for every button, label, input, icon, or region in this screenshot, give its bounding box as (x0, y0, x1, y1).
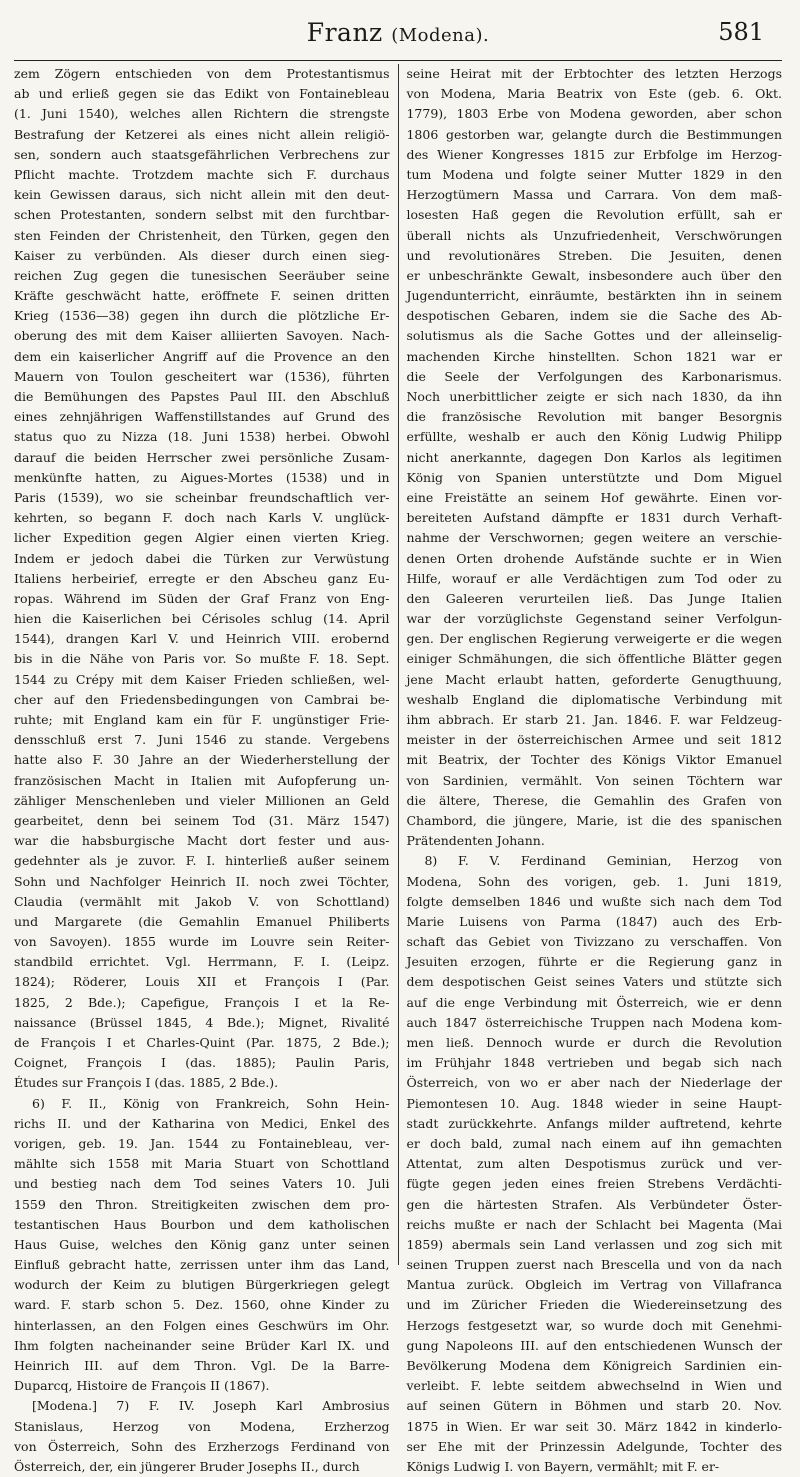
text-line: Krieg (1536—38) gegen ihn durch die plötzliche Er- (14, 308, 390, 324)
text-line: Sohn und Nachfolger Heinrich II. noch zwei Töchter, (14, 873, 390, 889)
text-line: auch 1847 österreichische Truppen nach Modena kom- (406, 1014, 782, 1030)
text-line: und im Züricher Frieden die Wiedereinsetzung des (406, 1297, 782, 1313)
text-line: im Frühjahr 1848 vertrieben und begab sich nach (406, 1055, 782, 1071)
text-line: verleibt. F. lebte seitdem abwechselnd in Wien und (406, 1378, 782, 1394)
text-line: reichen Zug gegen die tunesischen Seeräuber seine (14, 267, 390, 283)
text-line: zähliger Menschenleben und vieler Millionen an Geld (14, 792, 390, 808)
text-line: die ältere, Therese, die Gemahlin des Grafen von (406, 792, 782, 808)
text-line: ser Ehe mit der Prinzessin Adelgunde, Tochter des (406, 1438, 782, 1454)
text-line: kehrten, so begann F. doch nach Karls V. unglück- (14, 510, 390, 526)
running-head (14, 18, 782, 47)
text-line: Bestrafung der Ketzerei als eines nicht allein religiö- (14, 126, 390, 142)
text-line: machenden Kirche hinstellten. Schon 1821 war er (406, 348, 782, 364)
text-line: despotischen Gebaren, indem sie die Sache des Ab- (406, 308, 782, 324)
text-line: Heinrich III. auf dem Thron. Vgl. De la Barre- (14, 1358, 390, 1373)
text-line: hinterlassen, an den Folgen eines Geschwürs im Ohr. (14, 1317, 390, 1333)
text-columns (14, 64, 782, 1474)
text-line: König von Spanien unterstützte und Dom Miguel (406, 469, 782, 485)
text-line: 6) F. II., König von Frankreich, Sohn Hein- (32, 1095, 390, 1111)
left-column (14, 64, 390, 1474)
text-line: Jesuiten erzogen, führte er die Regierung ganz in (406, 954, 782, 970)
text-line: Indem er jedoch dabei die Türken zur Verwüstung (14, 550, 390, 566)
text-line: war der vorzüglichste Gegenstand seiner Verfolgun- (406, 611, 782, 627)
text-line: solutismus als die Sache Gottes und der alleinselig- (406, 328, 782, 344)
paragraph (14, 1094, 390, 1397)
column-divider (398, 64, 399, 1265)
text-line: Mantua zurück. Obgleich im Vertrag von Villafranca (406, 1277, 782, 1293)
text-line: überall nichts als Unzufriedenheit, Verschwörungen (406, 227, 782, 243)
text-line: die Bemühungen des Papstes Paul III. den Abschluß (14, 389, 390, 404)
text-line: Prätendenten Johann. (406, 833, 545, 849)
text-line: eines zehnjährigen Waffenstillstandes auf Grund des (14, 409, 390, 425)
text-line: Königs Ludwig I. von Bayern, vermählt; mit F. er- (406, 1458, 720, 1474)
text-line: gen. Der englischen Regierung verweigerte er die wegen (406, 631, 782, 647)
text-line: meister in der österreichischen Armee und seit 1812 (406, 732, 782, 748)
text-line: gen die härtesten Strafen. Als Verbündeter Öster- (406, 1196, 782, 1212)
text-line: Attentat, zum alten Despotismus zurück und ver- (406, 1156, 782, 1172)
text-line: den Galeeren verurteilen ließ. Das Junge Italien (406, 590, 782, 606)
text-line: ward. F. starb schon 5. Dez. 1560, ohne Kinder zu (14, 1297, 390, 1313)
text-line: menkünfte hatten, zu Aigues-Mortes (1538) und in (14, 469, 390, 485)
text-line: wodurch der Keim zu blutigen Bürgerkriegen gelegt (14, 1277, 390, 1293)
text-line: die Seele der Verfolgungen des Karbonarismus. (406, 368, 782, 384)
text-line: status quo zu Nizza (18. Juni 1538) herbei. Obwohl (14, 429, 390, 445)
text-line: Duparcq, Histoire de François II (1867). (14, 1378, 270, 1394)
text-line: Herzogtümern Massa und Carrara. Von dem maß- (406, 187, 782, 203)
text-line: standbild errichtet. Vgl. Herrmann, F. I. (Leipz. (14, 954, 390, 970)
text-line: seinen Truppen zuerst nach Brescella und von da nach (406, 1257, 782, 1273)
text-line: Einfluß gebracht hatte, zerrissen unter ihm das Land, (14, 1257, 390, 1273)
text-line: Pflicht machte. Trotzdem machte sich F. durchaus (14, 166, 390, 182)
text-line: kein Gewissen daraus, sich nicht allein mit den deut- (14, 187, 390, 203)
text-line: 1875 in Wien. Er war seit 30. März 1842 in kinderlo- (406, 1418, 782, 1434)
text-line: erfüllte, weshalb er auch den König Ludwig Philipp (406, 429, 782, 445)
text-line: 1824); Röderer, Louis XII et François I (Par. (14, 974, 390, 990)
text-line: 1825, 2 Bde.); Capefigue, François I et la Re- (14, 994, 390, 1010)
text-line: und revolutionäres Streben. Die Jesuiten, denen (406, 247, 782, 263)
text-line: und bestieg nach dem Tod seines Vaters 10. Juli (14, 1176, 390, 1192)
text-line: dem ein kaiserlicher Angriff auf die Provence an den (14, 348, 390, 364)
text-line: sen, sondern auch staatsgefährlichen Verbrechens zur (14, 146, 390, 162)
text-line: nicht anerkannte, dagegen Don Karlos als legitimen (406, 449, 782, 465)
text-line: ihm abbrach. Er starb 21. Jan. 1846. F. war Feldzeug- (406, 712, 782, 727)
text-line: zem Zögern entschieden von dem Protestantismus (14, 66, 390, 81)
text-line: er unbeschränkte Gewalt, insbesondere auch über den (406, 267, 782, 283)
text-line: 1859) abermals sein Land verlassen und zog sich mit (406, 1236, 782, 1252)
text-line: Coignet, François I (das. 1885); Paulin Paris, (14, 1055, 390, 1071)
text-line: dem despotischen Geist seines Vaters und stützte sich (406, 974, 782, 990)
text-line: Noch unerbittlicher zeigte er sich nach 1830, da ihn (406, 389, 782, 404)
text-line: densschluß erst 7. Juni 1546 zu stande. Vergebens (14, 732, 390, 748)
text-line: weshalb England die diplomatische Verbindung mit (406, 691, 782, 707)
right-column (406, 64, 782, 1474)
text-line: fügte gegen jeden eines freien Strebens Verdächti- (406, 1176, 782, 1192)
text-line: Modena, Sohn des vorigen, geb. 1. Juni 1819, (406, 873, 782, 889)
text-line: von Modena, Maria Beatrix von Este (geb. 6. Okt. (406, 86, 782, 102)
text-line: 1779), 1803 Erbe von Modena geworden, aber schon (406, 106, 782, 122)
text-line: bis in die Nähe von Paris vor. So mußte F. 18. Sept. (14, 651, 390, 667)
text-line: Österreich, von wo er aber nach der Niederlage der (406, 1075, 782, 1091)
text-line: Paris (1539), wo sie scheinbar freundschaftlich ver- (14, 489, 390, 505)
text-line: cher auf den Friedensbedingungen von Cambrai be- (14, 691, 390, 707)
text-line: von Sardinien, vermählt. Von seinen Töchtern war (406, 772, 782, 788)
text-line: darauf die beiden Herrscher zwei persönliche Zusam- (14, 449, 390, 465)
text-line: 1544 zu Crépy mit dem Kaiser Frieden schließen, wel- (14, 671, 390, 687)
text-line: eine Freistätte an seinem Hof gewährte. Einen vor- (406, 489, 782, 505)
text-line: Haus Guise, welches den König ganz unter seinen (14, 1236, 390, 1252)
text-line: gearbeitet, denn bei seinem Tod (31. März 1547) (14, 812, 390, 828)
text-line: reichs mußte er nach der Schlacht bei Magenta (Mai (406, 1216, 782, 1232)
paragraph (14, 1396, 390, 1477)
text-line: nahme der Verschwornen; gegen weitere an verschie- (406, 530, 782, 546)
text-line: losesten Haß gegen die Revolution erfüllt, sah er (406, 207, 782, 223)
text-line: folgte demselben 1846 und wußte sich nach dem Tod (406, 893, 782, 909)
text-line: tum Modena und folgte seiner Mutter 1829 in den (406, 166, 782, 182)
text-line: testantischen Haus Bourbon und dem katholischen (14, 1216, 390, 1232)
text-line: hien die Kaiserlichen bei Cérisoles schlug (14. April (14, 611, 390, 627)
text-line: denen Orten drohende Aufstände suchte er in Wien (406, 550, 782, 566)
text-line: schaft das Gebiet von Tivizzano zu verschaffen. Von (406, 934, 782, 950)
text-line: Italiens herbeirief, erregte er den Abscheu ganz Eu- (14, 570, 390, 586)
text-line: jene Macht erlaubt hatten, geforderte Genugthuung, (406, 671, 782, 687)
text-line: bereiteten Aufstand dämpfte er 1831 durch Verhaft- (406, 510, 782, 526)
running-head-title: Franz (306, 18, 383, 47)
text-line: einiger Schmähungen, die sich öffentliche Blätter gegen (406, 651, 782, 667)
text-line: von Österreich, Sohn des Erzherzogs Ferdinand von (14, 1438, 390, 1454)
text-line: er doch bald, zumal nach einem auf ihn gemachten (406, 1135, 782, 1151)
text-line: gung Napoleons III. auf den entschiedenen Wunsch der (406, 1337, 782, 1353)
text-line: französischen Macht in Italien mit Aufopferung un- (14, 772, 390, 788)
text-line: war die habsburgische Macht dort fester und aus- (14, 833, 390, 849)
text-line: Études sur François I (das. 1885, 2 Bde.). (14, 1075, 279, 1091)
text-line: auf seinen Gütern in Böhmen und starb 20. Nov. (406, 1398, 782, 1414)
page-header (14, 0, 782, 60)
text-line: licher Expedition gegen Algier einen vierten Krieg. (14, 530, 390, 546)
text-line: mit Beatrix, der Tochter des Königs Viktor Emanuel (406, 752, 782, 768)
text-line: ab und erließ gegen sie das Edikt von Fontainebleau (14, 86, 390, 102)
text-line: Hilfe, worauf er alle Verdächtigen zum Tod oder zu (406, 570, 782, 586)
text-line: mählte sich 1558 mit Maria Stuart von Schottland (14, 1156, 390, 1172)
header-rule (14, 60, 782, 61)
text-line: 1806 gestorben war, gelangte durch die Bestimmungen (406, 126, 782, 142)
text-line: ruhte; mit England kam ein für F. ungünstiger Frie- (14, 712, 390, 727)
paragraph (406, 64, 782, 851)
text-line: Herzogs festgesetzt war, so wurde doch mit Genehmi- (406, 1317, 782, 1333)
paragraph (406, 851, 782, 1477)
text-line: richs II. und der Katharina von Medici, Enkel des (14, 1115, 390, 1131)
text-line: Chambord, die jüngere, Marie, ist die des spanischen (406, 812, 782, 828)
text-line: Österreich, der, ein jüngerer Bruder Josephs II., durch (14, 1458, 360, 1474)
text-line: Claudia (vermählt mit Jakob V. von Schottland) (14, 893, 390, 909)
running-head-subtitle: (Modena). (391, 25, 490, 46)
text-line: sten Feinden der Christenheit, den Türken, gegen den (14, 227, 390, 243)
text-line: 8) F. V. Ferdinand Geminian, Herzog von (424, 853, 782, 869)
text-line: oberung des mit dem Kaiser alliierten Savoyen. Nach- (14, 328, 390, 344)
page-number: 581 (718, 18, 764, 46)
text-line: Stanislaus, Herzog von Modena, Erzherzog (14, 1418, 390, 1434)
text-line: seine Heirat mit der Erbtochter des letzten Herzogs (406, 66, 782, 81)
text-line: [Modena.] 7) F. IV. Joseph Karl Ambrosius (32, 1398, 390, 1414)
text-line: von Savoyen). 1855 wurde im Louvre sein Reiter- (14, 934, 390, 950)
text-line: vorigen, geb. 19. Jan. 1544 zu Fontainebleau, ver- (14, 1135, 390, 1151)
text-line: des Wiener Kongresses 1815 zur Erbfolge im Herzog- (406, 146, 782, 162)
text-line: (1. Juni 1540), welches allen Richtern die strengste (14, 106, 390, 122)
text-line: die französische Revolution mit banger Besorgnis (406, 409, 782, 425)
text-line: Kaiser zu verbünden. Als dieser durch einen sieg- (14, 247, 390, 263)
text-line: Mauern von Toulon gescheitert war (1536), führten (14, 368, 390, 384)
text-line: stadt zurückkehrte. Anfangs milder auftretend, kehrte (406, 1115, 782, 1131)
text-line: 1544), drangen Karl V. und Heinrich VIII. erobernd (14, 631, 390, 647)
text-line: Piemontesen 10. Aug. 1848 wieder in seine Haupt- (406, 1095, 782, 1111)
text-line: schen Protestanten, sondern selbst mit den furchtbar- (14, 207, 390, 223)
text-line: men ließ. Dennoch wurde er durch die Revolution (406, 1035, 782, 1050)
paragraph (14, 64, 390, 1094)
text-line: Bevölkerung Modena dem Königreich Sardinien ein- (406, 1358, 782, 1373)
text-line: Kräfte geschwächt hatte, eröffnete F. seinen dritten (14, 288, 390, 304)
text-line: Marie Luisens von Parma (1847) auch des Erb- (406, 913, 782, 929)
text-line: und Margarete (die Gemahlin Emanuel Philiberts (14, 913, 390, 929)
text-line: gedehnter als je zuvor. F. I. hinterließ außer seinem (14, 853, 390, 869)
text-line: 1559 den Thron. Streitigkeiten zwischen dem pro- (14, 1196, 390, 1212)
text-line: ropas. Während im Süden der Graf Franz von Eng- (14, 590, 390, 606)
text-line: Jugendunterricht, einräumte, bestärkten ihn in seinem (406, 288, 782, 304)
text-line: Ihm folgten nacheinander seine Brüder Karl IX. und (14, 1337, 390, 1353)
text-line: hatte also F. 30 Jahre an der Wiederherstellung der (14, 752, 390, 768)
text-line: naissance (Brüssel 1845, 4 Bde.); Mignet, Rivalité (14, 1014, 390, 1030)
text-line: auf die enge Verbindung mit Österreich, wie er denn (406, 994, 782, 1010)
text-line: de François I et Charles-Quint (Par. 1875, 2 Bde.); (14, 1035, 390, 1050)
